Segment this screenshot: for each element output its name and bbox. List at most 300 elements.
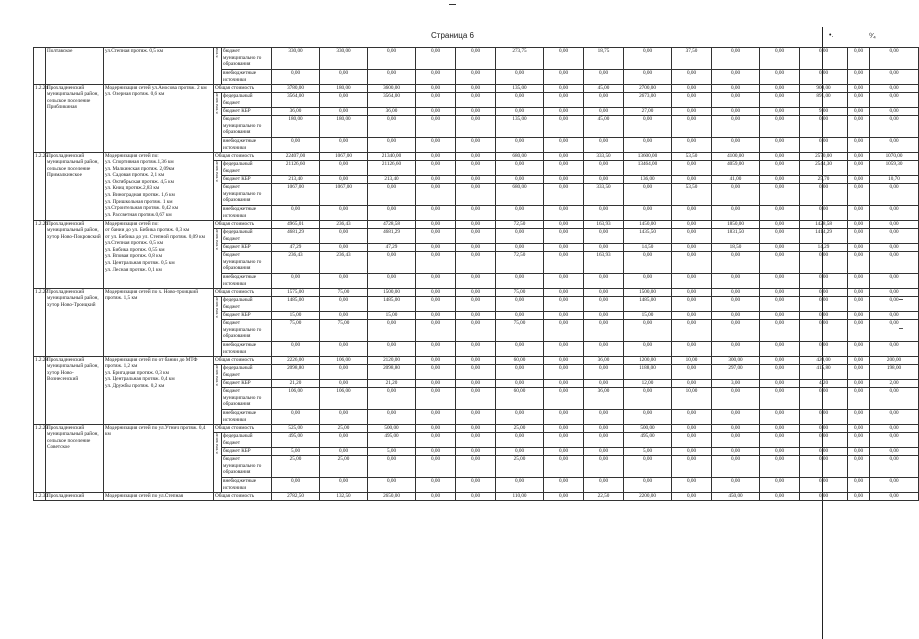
amount-cell: 0,00 [848,388,870,410]
amount-cell: 0,00 [870,116,919,138]
amount-cell: 21126,60 [368,161,416,176]
amount-cell: 36,00 [584,388,624,410]
funding-source-cell: внебюджетные источники [222,70,272,85]
amount-cell: 0,00 [584,365,624,380]
amount-cell: 106,00 [320,388,368,410]
amount-cell: 0,00 [272,138,320,153]
amount-cell: 0,00 [800,424,848,433]
amount-cell: 75,00 [272,320,320,342]
amount-cell: 0,00 [456,220,496,229]
amount-cell: 0,00 [848,84,870,93]
amount-cell: 0,00 [456,379,496,388]
amount-cell: 0,00 [712,342,760,357]
amount-cell: 0,00 [368,138,416,153]
amount-cell: 495,00 [368,433,416,448]
amount-cell: 0,00 [584,175,624,184]
amount-cell: 0,00 [870,70,919,85]
amount-cell: 0,00 [848,93,870,108]
amount-cell: 0,00 [624,138,672,153]
amount-cell: 0,00 [544,48,584,70]
amount-cell: 0,00 [544,243,584,252]
amount-cell: 900,00 [800,84,848,93]
amount-cell: 13600,00 [624,152,672,161]
amount-cell: 0,00 [800,447,848,456]
amount-cell: 1070,00 [870,152,919,161]
amount-cell: 21340,00 [368,152,416,161]
amount-cell: 0,00 [672,424,712,433]
item-number: 1.2.27 [34,288,46,356]
amount-cell: 0,00 [368,478,416,493]
amount-cell: 415,80 [800,365,848,380]
amount-cell: 0,00 [416,48,456,70]
amount-cell: 450,00 [712,492,760,501]
amount-cell: 330,00 [320,48,368,70]
amount-cell: 0,00 [496,229,544,244]
amount-cell: 0,00 [320,447,368,456]
amount-cell: 0,00 [760,206,800,221]
municipality-cell: Прохладненский [46,492,104,501]
amount-cell: 0,00 [712,410,760,425]
amount-cell: 0,00 [416,410,456,425]
amount-cell: 0,00 [672,478,712,493]
amount-cell: 0,00 [624,116,672,138]
amount-cell: 0,00 [760,478,800,493]
amount-cell: 0,00 [416,70,456,85]
amount-cell: 0,00 [760,410,800,425]
amount-cell: 18,50 [712,243,760,252]
amount-cell: 0,00 [800,48,848,70]
funding-source-cell: внебюджетные источники [222,478,272,493]
amount-cell: 1450,00 [624,220,672,229]
amount-cell: 36,00 [584,356,624,365]
amount-cell: 0,00 [456,365,496,380]
amount-cell: 25,00 [272,456,320,478]
municipality-cell: Прохладненский муниципальный район, сельское поселение Советское [46,424,104,492]
amount-cell: 0,00 [848,492,870,501]
amount-cell: 0,00 [584,379,624,388]
work-description-cell: Модернизация сетей по ул.Утнич протяж. 0,4 км [104,424,214,492]
amount-cell: 0,00 [800,184,848,206]
amount-cell: 0,00 [584,410,624,425]
amount-cell: 0,00 [870,447,919,456]
amount-cell: 0,00 [848,184,870,206]
amount-cell: 0,00 [712,116,760,138]
amount-cell: 106,00 [272,388,320,410]
amount-cell: 525,00 [272,424,320,433]
amount-cell: 0,00 [496,93,544,108]
amount-cell: 0,00 [584,138,624,153]
amount-cell: 0,00 [496,311,544,320]
amount-cell: 10,70 [870,175,919,184]
amount-cell: 0,00 [320,161,368,176]
corner-mark-left: •. [829,32,834,39]
funding-source-cell: Общая стоимость [214,356,272,365]
amount-cell: 0,00 [320,342,368,357]
amount-cell: 0,00 [416,229,456,244]
amount-cell: 0,00 [848,274,870,289]
amount-cell: 0,00 [870,252,919,274]
amount-cell: 10,00 [672,388,712,410]
amount-cell: 1575,00 [272,288,320,297]
amount-cell: 0,00 [712,297,760,312]
amount-cell: 330,00 [272,48,320,70]
amount-cell: 0,00 [416,116,456,138]
amount-cell: 0,00 [672,175,712,184]
amount-cell: 3600,00 [368,84,416,93]
amount-cell: 0,00 [584,243,624,252]
funding-source-cell: внебюджетные источники [222,410,272,425]
amount-cell: 0,00 [416,184,456,206]
amount-cell: 0,00 [456,152,496,161]
amount-cell: 0,00 [712,138,760,153]
amount-cell: 0,00 [584,229,624,244]
amount-cell: 0,00 [544,274,584,289]
amount-cell: 0,00 [320,478,368,493]
amount-cell: 14,29 [800,243,848,252]
amount-cell: 0,00 [496,297,544,312]
amount-cell: 0,00 [848,252,870,274]
amount-cell: 0,00 [800,478,848,493]
amount-cell: 0,00 [584,447,624,456]
amount-cell: 0,00 [272,274,320,289]
amount-cell: 4059,00 [712,161,760,176]
amount-cell: 0,00 [760,356,800,365]
amount-cell: 0,00 [760,365,800,380]
amount-cell: 0,00 [544,184,584,206]
amount-cell: 0,00 [848,311,870,320]
table-row [34,48,919,70]
amount-cell: 0,00 [672,243,712,252]
amount-cell: 5,00 [624,447,672,456]
amount-cell: 110,00 [496,492,544,501]
amount-cell: 1200,00 [624,356,672,365]
table-row [34,356,919,365]
amount-cell: 3780,00 [272,84,320,93]
amount-cell: 0,00 [416,320,456,342]
amount-cell: 0,00 [320,243,368,252]
amount-cell: 0,00 [416,206,456,221]
amount-cell: 0,00 [848,478,870,493]
amount-cell: 135,00 [496,84,544,93]
amount-cell: 0,00 [456,433,496,448]
amount-cell: 0,00 [760,311,800,320]
amount-cell: 1067,00 [320,152,368,161]
amount-cell: 0,00 [624,456,672,478]
amount-cell: 0,00 [848,220,870,229]
amount-cell: 0,00 [496,206,544,221]
amount-cell: 0,00 [848,243,870,252]
amount-cell: 1059,30 [870,161,919,176]
amount-cell: 297,00 [712,365,760,380]
municipality-cell: Полтавское [46,48,104,85]
amount-cell: 0,00 [848,152,870,161]
amount-cell: 0,00 [760,492,800,501]
work-description-cell: Модернизация сетей ул.Аносова протяж. 2 км ул. Озерная протяж. 0,6 км [104,84,214,152]
financing-table [33,47,919,501]
amount-cell: 0,00 [544,116,584,138]
amount-cell: 0,00 [672,138,712,153]
amount-cell: 15,00 [368,311,416,320]
amount-cell: 0,00 [848,356,870,365]
funding-source-cell: Общая стоимость [214,84,272,93]
amount-cell: 0,00 [584,478,624,493]
amount-cell: 0,00 [456,48,496,70]
amount-cell: 0,00 [584,456,624,478]
amount-cell: 0,00 [320,297,368,312]
amount-cell: 0,00 [456,161,496,176]
amount-cell: 136,00 [624,175,672,184]
amount-cell: 2782,50 [272,492,320,501]
amount-cell: 213,40 [272,175,320,184]
amount-cell: 0,00 [672,84,712,93]
amount-cell: 420,00 [800,356,848,365]
amount-cell: 0,00 [416,492,456,501]
amount-cell: 0,00 [416,252,456,274]
amount-cell: 0,00 [368,410,416,425]
funding-source-cell: Общая стоимость [214,288,272,297]
amount-cell: 0,00 [760,184,800,206]
amount-cell: 0,00 [368,274,416,289]
amount-cell: 0,00 [848,116,870,138]
amount-cell: 680,00 [496,152,544,161]
amount-cell: 0,00 [760,388,800,410]
amount-cell: 0,00 [624,48,672,70]
amount-cell: 0,00 [870,456,919,478]
amount-cell: 0,00 [624,252,672,274]
amount-cell: 25,00 [496,456,544,478]
amount-cell: 0,00 [544,342,584,357]
amount-cell: 0,00 [368,388,416,410]
work-description-cell: Модернизация сетей по: от бании до ул. Бибика протяж. 0,3 км от ул. Бибика до ул. Степной протяж. 0,09 км ул.Степная протяж. 0,5 км ул. Бибика протяж. 0,55 км ул. Вповая протяж. 0,8 км ул. Центральная протяж. 0,5 км ул. Лесная протяж. 0,1 км [104,220,214,288]
amount-cell: 0,00 [870,311,919,320]
amount-cell: 0,00 [712,70,760,85]
funding-source-cell: бюджет КБР [222,175,272,184]
amount-cell: 9,00 [800,107,848,116]
amount-cell: 0,00 [870,229,919,244]
vertical-label-cell [214,365,222,425]
amount-cell: 0,00 [496,70,544,85]
amount-cell: 15,00 [272,311,320,320]
amount-cell: 0,00 [456,447,496,456]
amount-cell: 0,00 [416,288,456,297]
amount-cell: 0,00 [800,138,848,153]
amount-cell: 2544,30 [800,161,848,176]
amount-cell: 0,00 [416,379,456,388]
amount-cell: 0,00 [800,252,848,274]
amount-cell: 0,00 [672,342,712,357]
amount-cell: 0,00 [672,252,712,274]
amount-cell: 0,00 [320,107,368,116]
amount-cell: 37,50 [672,48,712,70]
amount-cell: 163,93 [584,252,624,274]
amount-cell: 0,00 [496,274,544,289]
amount-cell: 0,00 [848,175,870,184]
amount-cell: 0,00 [870,274,919,289]
amount-cell: 0,00 [544,84,584,93]
amount-cell: 0,00 [544,311,584,320]
amount-cell: 0,00 [368,342,416,357]
vertical-label: в том числе [214,229,220,250]
amount-cell: 163,93 [584,220,624,229]
amount-cell: 0,00 [672,492,712,501]
amount-cell: 4728,58 [368,220,416,229]
amount-cell: 0,00 [760,297,800,312]
amount-cell: 0,00 [800,274,848,289]
amount-cell: 0,00 [584,70,624,85]
amount-cell: 0,00 [712,252,760,274]
amount-cell: 0,00 [760,288,800,297]
amount-cell: 0,00 [416,220,456,229]
vertical-label-cell [214,297,222,357]
amount-cell: 0,00 [760,229,800,244]
amount-cell: 0,00 [848,379,870,388]
amount-cell: 0,00 [672,107,712,116]
amount-cell: 47,29 [368,243,416,252]
amount-cell: 0,00 [496,410,544,425]
amount-cell: 0,00 [712,478,760,493]
amount-cell: 0,00 [760,447,800,456]
amount-cell: 0,00 [368,70,416,85]
amount-cell: 0,00 [456,184,496,206]
vertical-label-cell [214,433,222,493]
amount-cell: 0,00 [712,184,760,206]
amount-cell: 36,00 [272,107,320,116]
amount-cell: 198,00 [870,365,919,380]
amount-cell: 0,00 [456,288,496,297]
amount-cell: 0,00 [544,478,584,493]
amount-cell: 10,00 [672,356,712,365]
amount-cell: 0,00 [672,456,712,478]
amount-cell: 0,00 [544,70,584,85]
amount-cell: 333,50 [584,184,624,206]
amount-cell: 0,00 [416,274,456,289]
amount-cell: 75,00 [320,288,368,297]
amount-cell: 60,00 [496,356,544,365]
vertical-label: в том числе [214,433,220,454]
amount-cell: 0,00 [496,447,544,456]
amount-cell: 0,00 [870,492,919,501]
amount-cell: 0,00 [368,252,416,274]
amount-cell: 4681,29 [272,229,320,244]
amount-cell: 495,00 [624,433,672,448]
amount-cell: 0,00 [848,107,870,116]
amount-cell: 0,00 [672,379,712,388]
funding-source-cell: бюджет КБР [222,243,272,252]
amount-cell: 0,00 [456,70,496,85]
amount-cell: 0,00 [544,492,584,501]
municipality-cell: Прохладненский муниципальный район, сельское поселение Прималкинское [46,152,104,220]
work-description-cell: Модернизация сетей по х. Ново-троицкий протяж. 1,5 км [104,288,214,356]
amount-cell: 27,00 [624,107,672,116]
amount-cell: 0,00 [584,297,624,312]
amount-cell: 0,00 [712,84,760,93]
amount-cell: 0,00 [870,48,919,70]
vertical-label-cell [214,161,222,221]
amount-cell: 236,43 [272,252,320,274]
amount-cell: 2226,00 [272,356,320,365]
amount-cell: 1485,00 [368,297,416,312]
vertical-label: в том числе [214,365,220,386]
amount-cell: 1188,00 [624,365,672,380]
amount-cell: 0,00 [544,220,584,229]
amount-cell: 0,00 [800,116,848,138]
amount-cell: 0,00 [456,478,496,493]
amount-cell: 0,00 [672,93,712,108]
amount-cell: 0,00 [320,365,368,380]
amount-cell: 500,00 [624,424,672,433]
amount-cell: 0,00 [584,274,624,289]
amount-cell: 0,00 [848,424,870,433]
amount-cell: 0,00 [584,342,624,357]
amount-cell: 0,00 [760,48,800,70]
amount-cell: 22,50 [584,492,624,501]
funding-source-cell: бюджет КБР [222,311,272,320]
amount-cell: 0,00 [800,288,848,297]
amount-cell: 0,00 [544,456,584,478]
amount-cell: 0,00 [848,206,870,221]
amount-cell: 0,00 [800,320,848,342]
funding-source-cell: Общая стоимость [214,220,272,229]
amount-cell: 0,00 [672,410,712,425]
amount-cell: 0,00 [848,456,870,478]
amount-cell: 3,00 [712,379,760,388]
amount-cell: 0,00 [456,93,496,108]
amount-cell: 0,00 [456,342,496,357]
amount-cell: 0,00 [760,152,800,161]
vertical-label: в том [214,48,220,58]
amount-cell: 0,00 [760,424,800,433]
funding-source-cell: внебюджетные источники [222,342,272,357]
amount-cell: 41,00 [712,175,760,184]
amount-cell: 0,00 [848,320,870,342]
amount-cell: 0,00 [416,243,456,252]
amount-cell: 0,00 [672,365,712,380]
municipality-cell: Прохладненский муниципальный район, хутор Ново-Вознесенский [46,356,104,424]
amount-cell: 180,00 [272,116,320,138]
amount-cell: 0,00 [544,379,584,388]
amount-cell: 0,00 [416,365,456,380]
amount-cell: 0,00 [416,356,456,365]
amount-cell: 0,00 [870,220,919,229]
amount-cell: 0,00 [456,252,496,274]
amount-cell: 0,00 [320,410,368,425]
amount-cell: 0,00 [800,342,848,357]
amount-cell: 1428,58 [800,220,848,229]
amount-cell: 14,50 [624,243,672,252]
amount-cell: 0,00 [496,138,544,153]
amount-cell: 0,00 [672,70,712,85]
amount-cell: 500,00 [368,424,416,433]
amount-cell: 0,00 [544,447,584,456]
amount-cell: 0,00 [870,297,919,312]
item-number: 1.2.24 [34,84,46,152]
amount-cell: 0,00 [760,93,800,108]
amount-cell: 0,00 [456,107,496,116]
amount-cell: 0,00 [760,433,800,448]
amount-cell: 21126,60 [272,161,320,176]
amount-cell: 0,00 [368,48,416,70]
amount-cell: 0,00 [870,342,919,357]
amount-cell: 0,00 [712,388,760,410]
vertical-label-cell [214,93,222,153]
amount-cell: 0,00 [848,297,870,312]
amount-cell: 0,00 [544,161,584,176]
amount-cell: 0,00 [416,424,456,433]
amount-cell: 0,00 [416,107,456,116]
amount-cell: 0,00 [368,116,416,138]
amount-cell: 0,00 [712,320,760,342]
table-row [34,84,919,93]
